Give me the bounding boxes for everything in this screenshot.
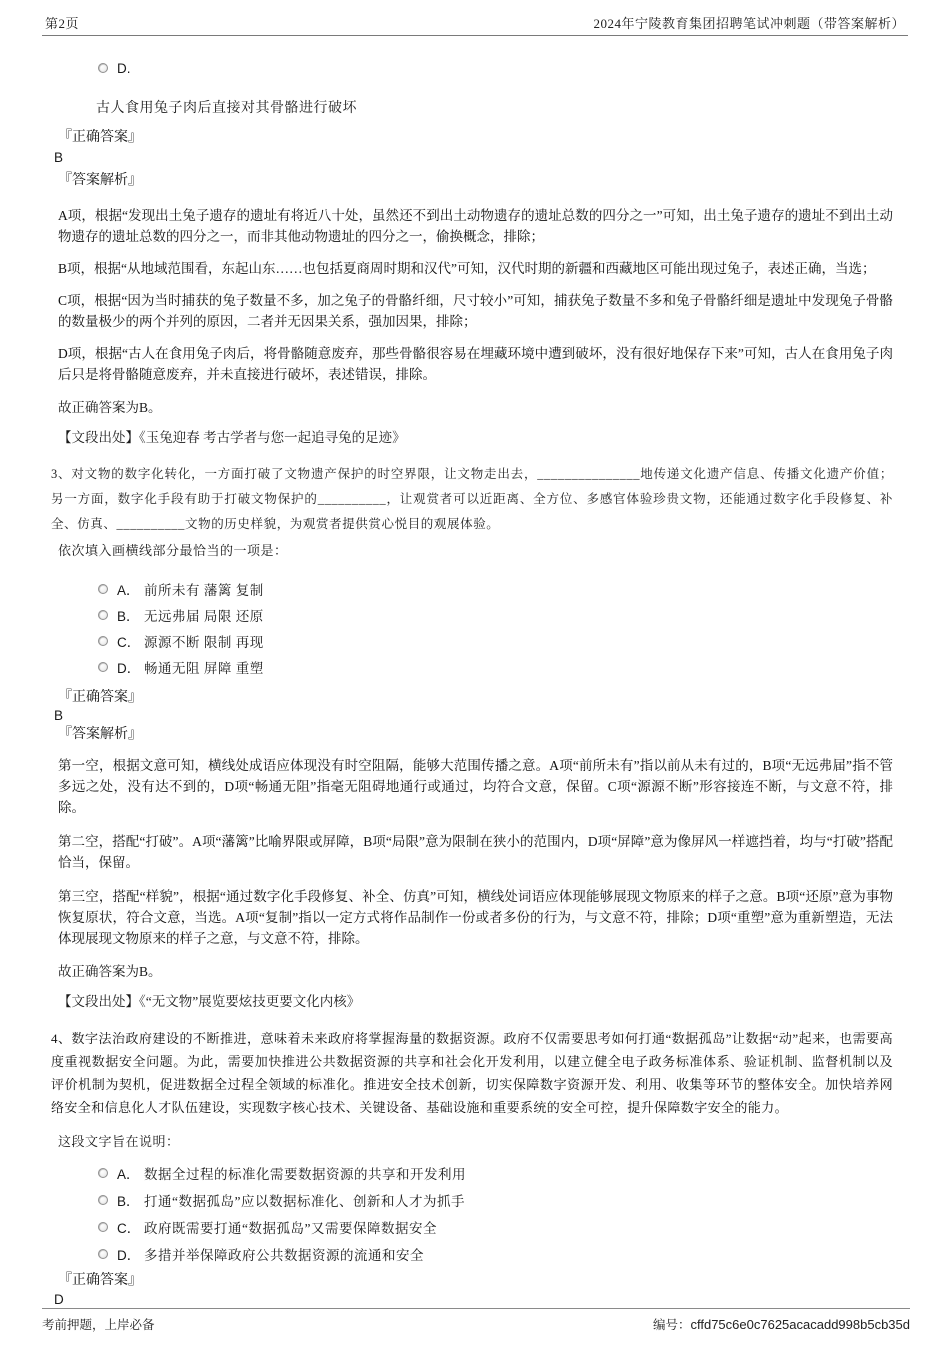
q4-options: [58, 1159, 893, 1267]
page-header: [42, 0, 908, 36]
radio-button-icon[interactable]: [98, 1249, 108, 1259]
analysis-label: 『答案解析』: [58, 727, 142, 742]
radio-button-icon[interactable]: [98, 584, 108, 594]
q3-option-d[interactable]: [98, 654, 893, 680]
correct-answer-value: B: [54, 150, 64, 165]
option-text: 无远弗届 局限 还原: [144, 609, 264, 624]
option-letter: A．: [117, 583, 140, 598]
option-text: 源源不断 限制 再现: [144, 635, 264, 650]
q4-stem: 4、数字法治政府建设的不断推进，意味着未来政府将掌握海量的数据资源。政府不仅需要思考如何打通“数据孤岛”让数据“动”起来，也需要高度重视数据安全问题。为此，需要加快推进公共数据资源的共享和社会化开发利用，以建立健全电子政务标准体系、验证机制、监督机制以及评价机制为契机，促进数据全过程全领域的标准化。推进安全技术创新，切实保障数字资源开发、利用、收集等环节的整体安全。加快培养网络安全和信息化人才队伍建设，实现数字核心技术、关键设备、基础设施和重要系统的安全可控，提升保障数字安全的能力。: [51, 1031, 893, 1115]
doc-title: 2024年宁陵教育集团招聘笔试冲刺题（带答案解析）: [593, 16, 905, 31]
q4-option-d[interactable]: [98, 1240, 893, 1267]
q3-analysis-2: 第二空，搭配“打破”。A项“藩篱”比喻界限或屏障，B项“局限”意为限制在狭小的范围内，D项“屏障”意为像屏风一样遮挡着，均与“打破”搭配恰当，保留。: [58, 834, 893, 870]
radio-button-icon[interactable]: [98, 1168, 108, 1178]
page-footer: [42, 1308, 910, 1333]
page-content: [42, 55, 908, 1308]
option-letter: C．: [117, 1220, 141, 1236]
q2-conclusion: 故正确答案为B。: [58, 400, 162, 415]
correct-answer-label: 『正确答案』: [58, 1273, 142, 1288]
q3-analysis-3: 第三空，搭配“样貌”，根据“通过数字化手段修复、补全、仿真”可知，横线处词语应体现能够展现文物原来的样子之意。B项“还原”意为事物恢复原状，符合文意，当选。A项“复制”指以一定方式将作品制作一份或者多份的行为，与文意不符，排除；D项“重塑”意为重新塑造，无法体现展现文物原来的样子之意，与文意不符，排除。: [58, 889, 893, 946]
q4-prompt: 这段文字旨在说明：: [58, 1134, 180, 1149]
q4-option-a[interactable]: [98, 1159, 893, 1186]
q2-option-d-row[interactable]: [98, 55, 893, 81]
correct-answer-label: 『正确答案』: [58, 130, 142, 145]
radio-button-icon[interactable]: [98, 610, 108, 620]
q3-conclusion: 故正确答案为B。: [58, 964, 162, 979]
option-text: 前所未有 藩篱 复制: [144, 583, 264, 598]
correct-answer-value: B: [54, 708, 64, 723]
footer-serial-label: 编号：: [652, 1318, 691, 1332]
q3-option-b[interactable]: [98, 602, 893, 628]
radio-button-icon[interactable]: [98, 1195, 108, 1205]
option-text: 打通“数据孤岛”应以数据标准化、创新和人才为抓手: [144, 1193, 465, 1209]
option-letter: D.: [117, 60, 131, 76]
option-text: 数据全过程的标准化需要数据资源的共享和开发利用: [144, 1166, 466, 1182]
q2-analysis-d: D项，根据“古人在食用兔子肉后，将骨骼随意废弃，那些骨骼很容易在埋藏环境中遭到破坏，没有很好地保存下来”可知，古人在食用兔子肉后只是将骨骼随意废弃，并未直接进行破坏，表述错误，排除。: [58, 346, 893, 382]
option-text: 多措并举保障政府公共数据资源的流通和安全: [144, 1247, 424, 1263]
option-letter: D．: [117, 1247, 141, 1263]
q3-option-a[interactable]: [98, 576, 893, 602]
q4-option-b[interactable]: [98, 1186, 893, 1213]
option-letter: B．: [117, 609, 140, 624]
option-letter: A．: [117, 1166, 140, 1182]
q3-analysis-1: 第一空，根据文意可知，横线处成语应体现没有时空阻隔，能够大范围传播之意。A项“前所未有”指以前从未有过的，B项“无远弗届”指不管多远之处，没有达不到的，D项“畅通无阻”指毫无阻碍地通行或通过，均符合文意，保留。C项“源源不断”形容接连不断，与文意不符，排除。: [58, 758, 893, 815]
footer-slogan: 考前押题，上岸必备: [42, 1318, 155, 1332]
option-text: 政府既需要打通“数据孤岛”又需要保障数据安全: [144, 1220, 437, 1236]
page-number: 第2页: [45, 16, 80, 31]
option-letter: D．: [117, 661, 141, 676]
q4-option-c[interactable]: [98, 1213, 893, 1240]
q2-analysis-b: B项，根据“从地域范围看，东起山东……也包括夏商周时期和汉代”可知，汉代时期的新疆和西藏地区可能出现过兔子，表述正确，当选；: [58, 261, 876, 276]
q2-source: 【文段出处】《玉兔迎春 考古学者与您一起追寻兔的足迹》: [58, 430, 406, 445]
correct-answer-value: D: [54, 1292, 64, 1307]
q2-analysis-c: C项，根据“因为当时捕获的兔子数量不多，加之兔子的骨骼纤细，尺寸较小”可知，捕获兔子数量不多和兔子骨骼纤细是遗址中发现兔子骨骼的数量极少的两个并列的原因，二者并无因果关系，强加因果，排除；: [58, 293, 893, 329]
footer-serial: [653, 1315, 910, 1333]
option-text: 畅通无阻 屏障 重塑: [144, 661, 264, 676]
analysis-label: 『答案解析』: [58, 173, 142, 188]
q3-option-c[interactable]: [98, 628, 893, 654]
radio-button-icon[interactable]: [98, 1222, 108, 1232]
radio-button-icon[interactable]: [98, 662, 108, 672]
q3-stem: 3、对文物的数字化转化，一方面打破了文物遗产保护的时空界限，让文物走出去，_______________地传递文化遗产信息、传播文化遗产价值；另一方面，数字化手段有助于打破文物保护的__________，让观赏者可以近距离、全方位、多感官体验珍贵文物，还能通过数字化手段修复、补全、仿真、__________文物的历史样貌，为观赏者提供赏心悦目的观展体验。: [51, 467, 893, 531]
q3-options: [58, 576, 893, 680]
radio-button-icon[interactable]: [98, 636, 108, 646]
radio-button-icon[interactable]: [98, 63, 108, 73]
option-letter: B．: [117, 1193, 140, 1209]
q2-option-d-text: 古人食用兔子肉后直接对其骨骼进行破坏: [96, 101, 357, 116]
option-letter: C．: [117, 635, 141, 650]
correct-answer-label: 『正确答案』: [58, 690, 142, 705]
footer-serial-value: cffd75c6e0c7625acacadd998b5cb35d: [690, 1317, 910, 1332]
q3-source: 【文段出处】《“无文物”展览要炫技更要文化内核》: [58, 994, 361, 1009]
q3-prompt: 依次填入画横线部分最恰当的一项是：: [58, 543, 288, 558]
q2-analysis-a: A项，根据“发现出土兔子遗存的遗址有将近八十处，虽然还不到出土动物遗存的遗址总数的四分之一”可知，出土兔子遗存的遗址不到出土动物遗存的遗址总数的四分之一，而非其他动物遗址的四分之一，偷换概念，排除；: [58, 208, 893, 244]
